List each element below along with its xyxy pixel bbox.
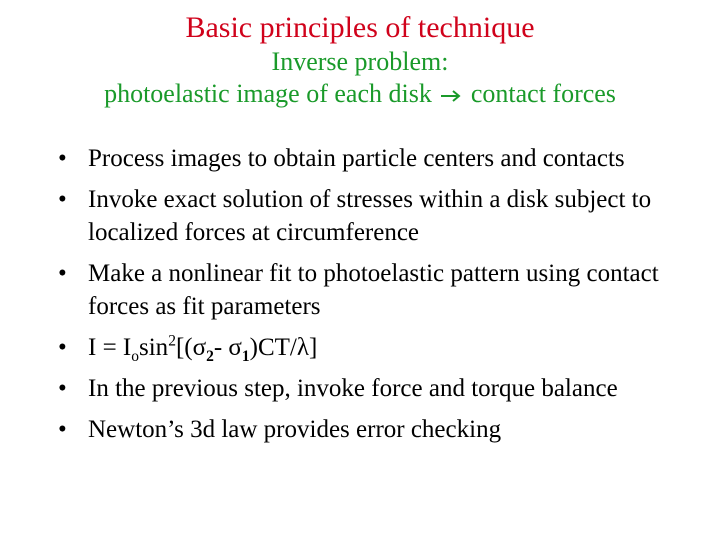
bullet-icon: • [58,186,67,213]
formula-minus: - σ [213,334,242,361]
formula-square: 2 [168,332,176,350]
list-item [58,142,698,175]
formula [88,332,318,365]
subtitle-right-text: contact forces [470,79,616,108]
list-item [58,257,698,323]
bullet-icon: • [58,375,67,402]
list-item [58,183,698,249]
subtitle-left-text: photoelastic image of each disk [104,79,432,108]
bullet-list [58,142,698,454]
bullet-text: Invoke exact solution of stresses within a disk subject to localized forces at circumference [88,186,652,246]
bullet-icon: • [58,416,67,443]
bullet-icon: • [58,145,67,172]
formula-sub-1: 1 [241,348,250,365]
list-item [58,331,698,364]
formula-open: [(σ [175,334,207,361]
bullet-text: In the previous step, invoke force and torque balance [88,375,618,402]
right-arrow-icon [440,78,462,110]
formula-sin: sin [139,334,169,361]
list-item [58,372,698,405]
formula-sub-o: o [131,348,139,365]
formula-sub-2: 2 [206,348,214,365]
subtitle-line-1: Inverse problem: [271,47,449,76]
formula-I: I = I [88,334,132,361]
bullet-text: Process images to obtain particle centers and contacts [88,145,625,172]
list-item [58,413,698,446]
bullet-text: Make a nonlinear fit to photoelastic pattern using contact forces as fit parameters [88,260,659,320]
slide-title: Basic principles of technique [185,11,535,44]
formula-rest: )CT/λ] [249,334,318,361]
title-block [0,10,720,110]
bullet-text: Newton’s 3d law provides error checking [88,416,502,443]
bullet-icon: • [58,260,67,287]
bullet-icon: • [58,334,67,361]
subtitle-line-2 [0,78,720,110]
